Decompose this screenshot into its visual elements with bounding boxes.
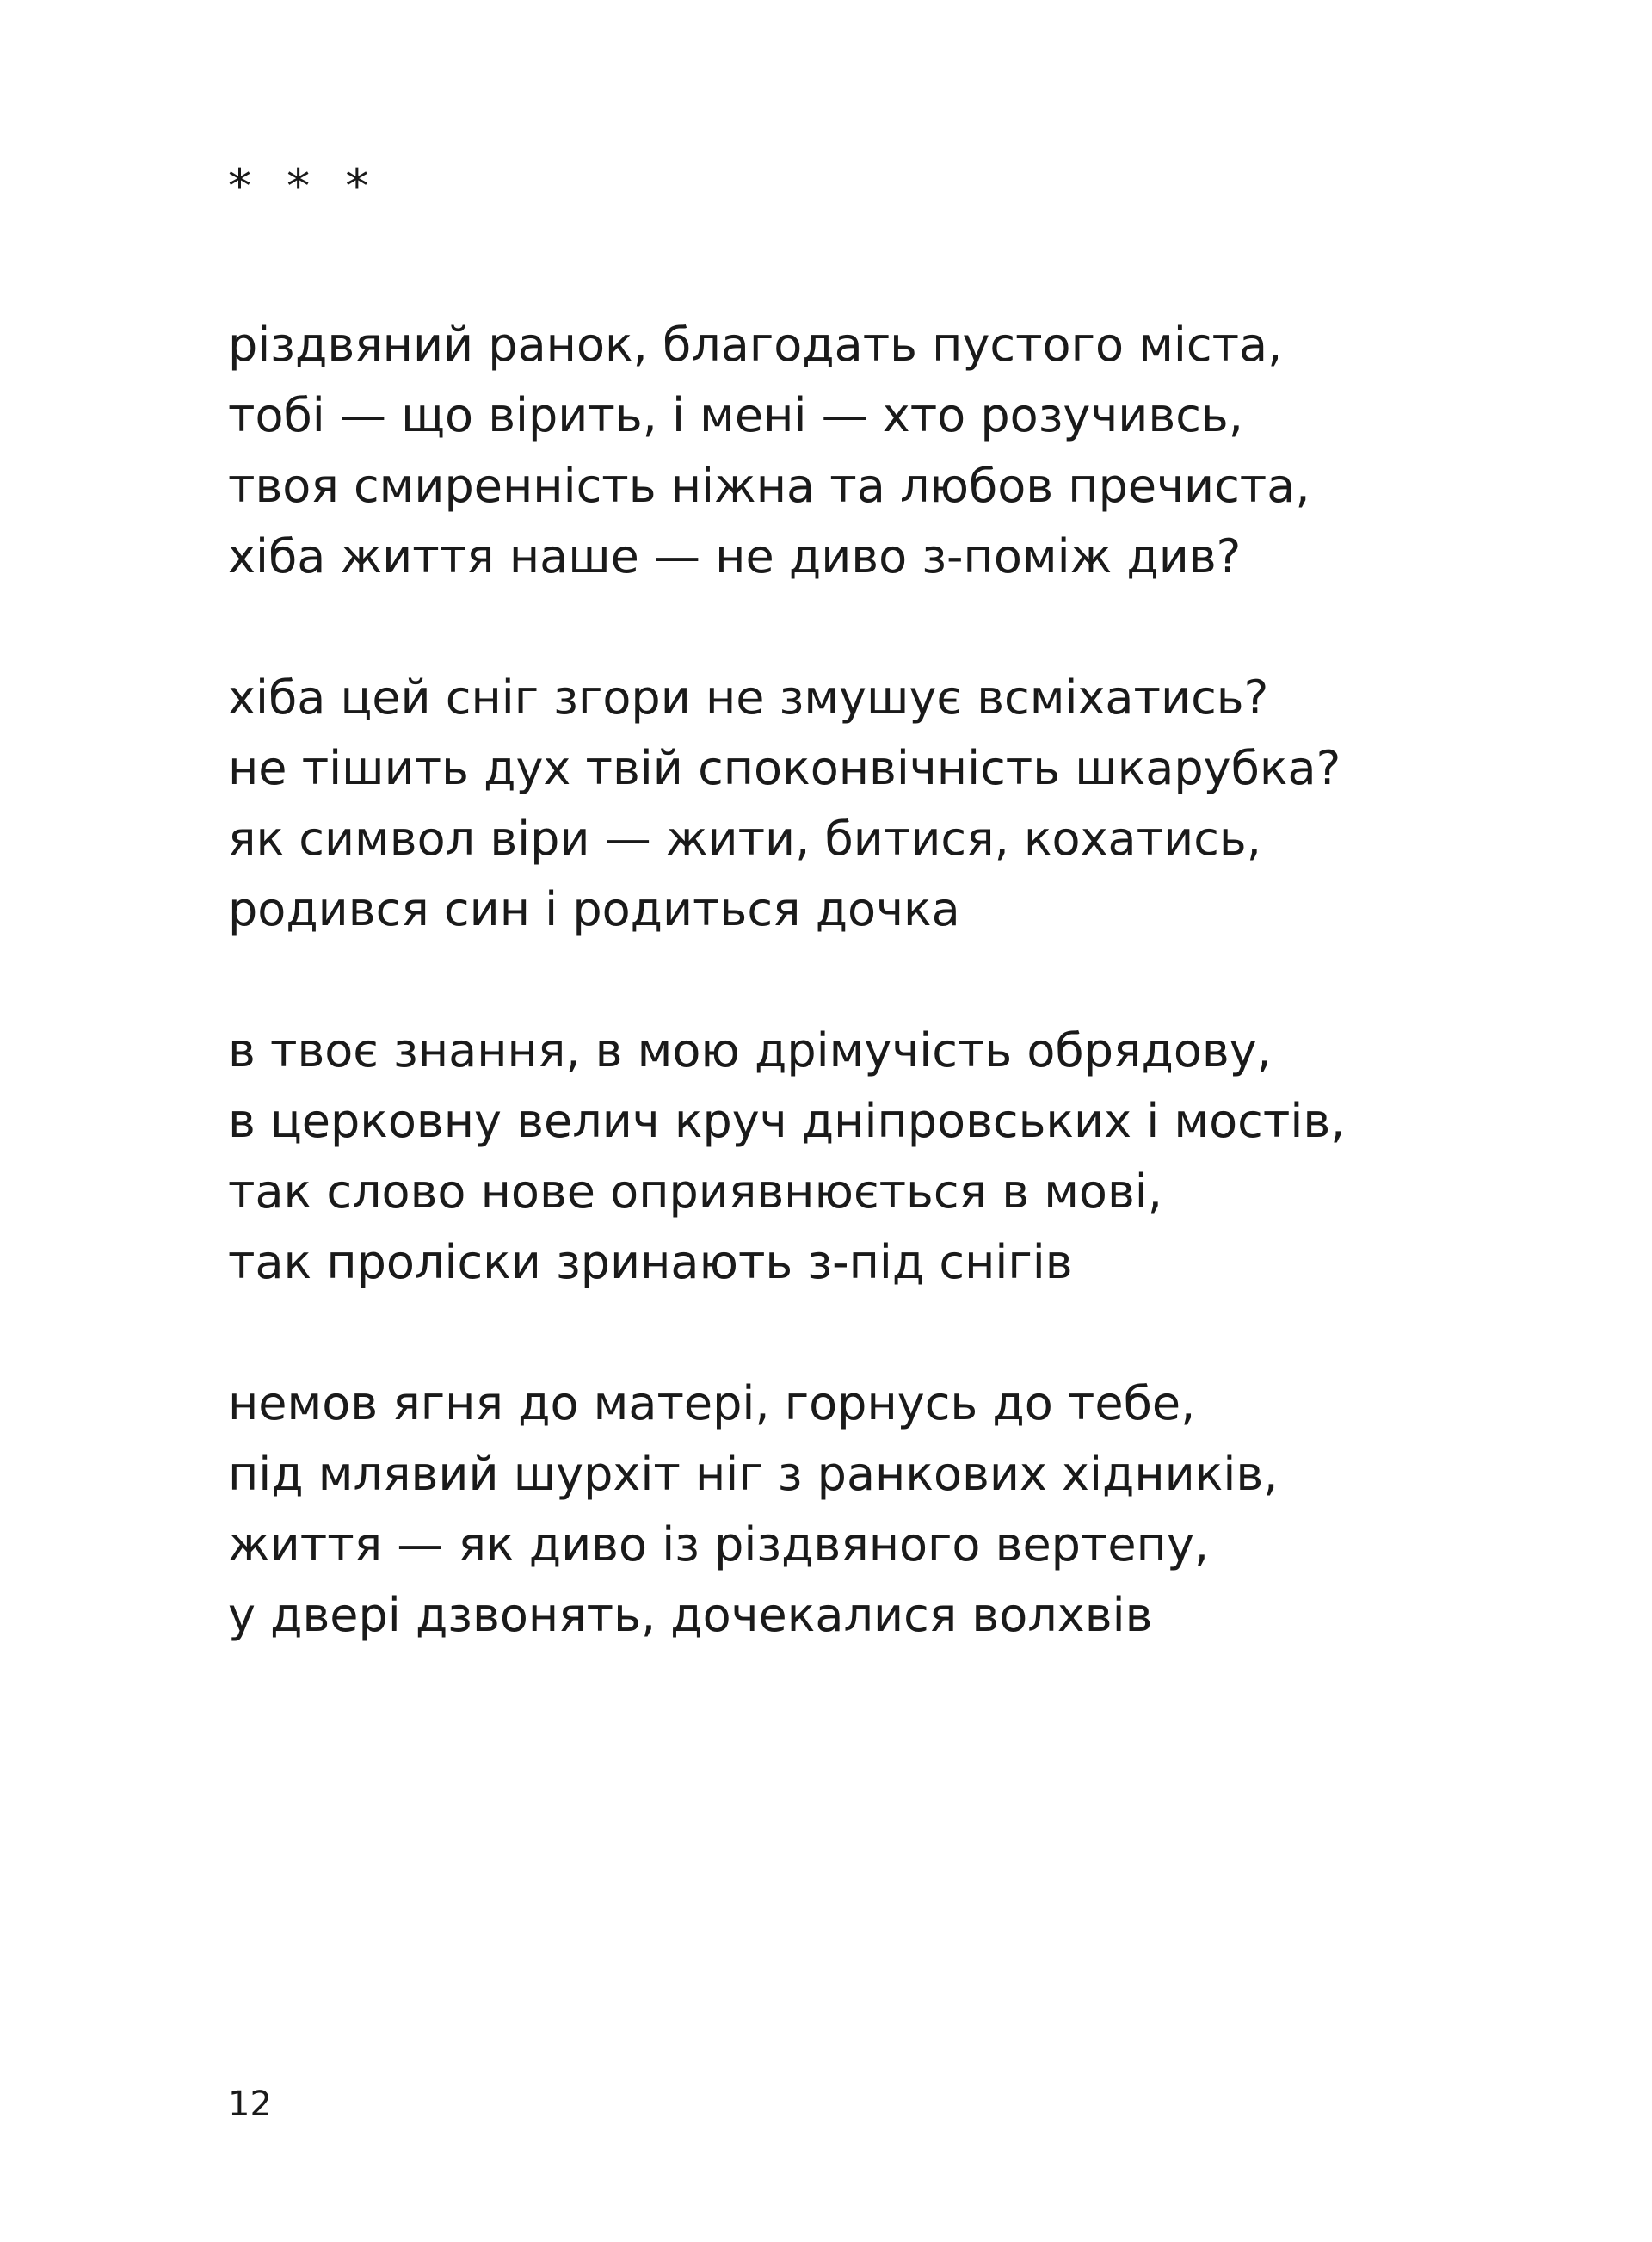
poem-line: хіба життя наше — не диво з-поміж див? <box>228 529 1242 584</box>
poem-line: тобі — що вірить, і мені — хто розучивсь, <box>228 388 1243 442</box>
stanza-4 <box>228 1368 1519 1651</box>
poem-line: родився син і родиться дочка <box>228 882 960 936</box>
poem-line: так проліски зринають з-під снігів <box>228 1235 1073 1289</box>
poem-line: так слово нове оприявнюється в мові, <box>228 1164 1162 1219</box>
poem-line: твоя смиренність ніжна та любов пречиста, <box>228 459 1310 513</box>
page-number: 12 <box>228 2085 272 2124</box>
section-separator: * * * <box>228 159 379 213</box>
poem-line: різдвяний ранок, благодать пустого міста, <box>228 318 1283 372</box>
poem-line: немов ягня до матері, горнусь до тебе, <box>228 1376 1196 1430</box>
poem-line: у двері дзвонять, дочекалися волхвів <box>228 1588 1153 1642</box>
poem <box>228 310 1519 1721</box>
poem-line: як символ віри — жити, битися, кохатись, <box>228 812 1261 866</box>
stanza-2 <box>228 663 1519 945</box>
stanza-3 <box>228 1016 1519 1298</box>
stanza-1 <box>228 310 1519 592</box>
poem-line: хіба цей сніг згори не змушує всміхатись? <box>228 670 1269 725</box>
poem-line: життя — як диво із різдвяного вертепу, <box>228 1517 1210 1572</box>
poem-line: під млявий шурхіт ніг з ранкових хідників, <box>228 1447 1279 1501</box>
poem-line: в твоє знання, в мою дрімучість обрядову, <box>228 1023 1272 1078</box>
poem-line: в церковну велич круч дніпровських і мостів, <box>228 1094 1346 1148</box>
poem-line: не тішить дух твій споконвічність шкарубка? <box>228 741 1341 795</box>
